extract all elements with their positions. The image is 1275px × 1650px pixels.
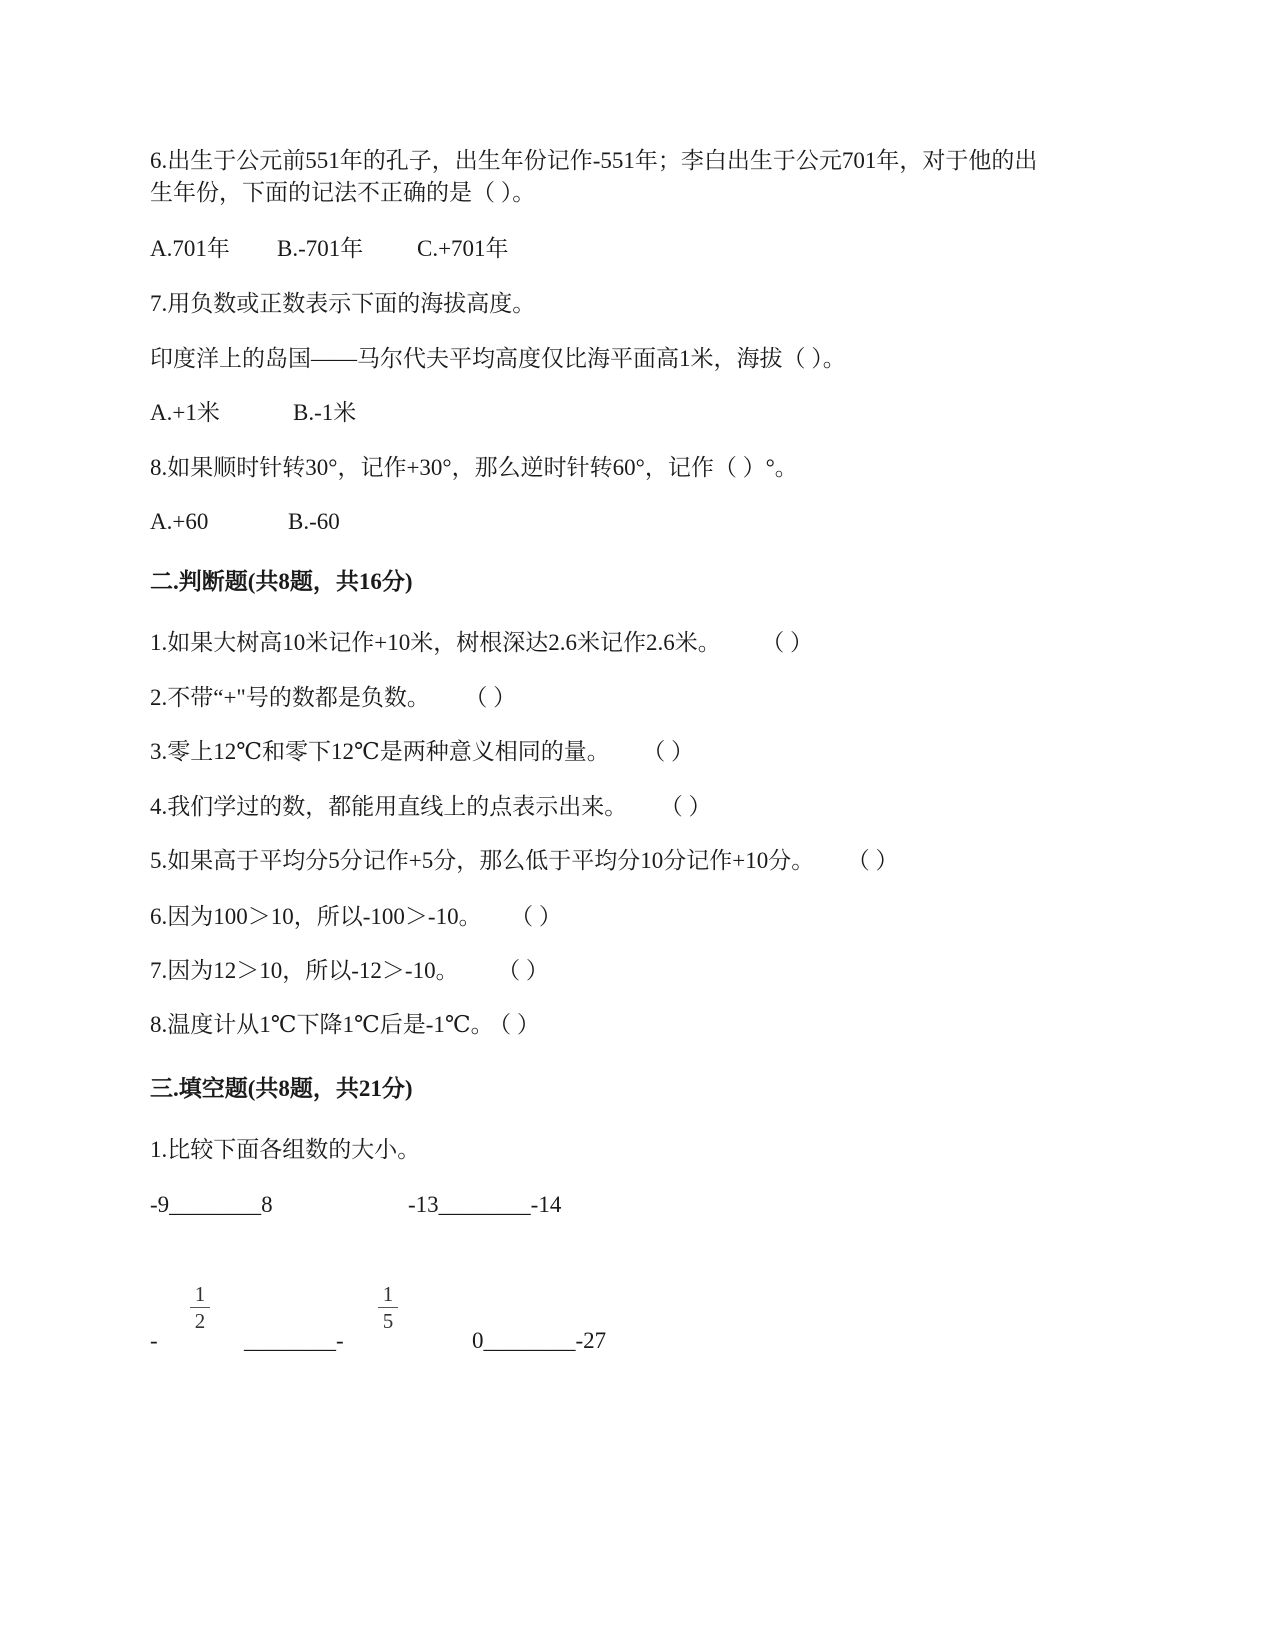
judge-item-text: 5.如果高于平均分5分记作+5分，那么低于平均分10分记作+10分。	[150, 848, 815, 873]
compare-pair-4[interactable]: 0________-27	[472, 1328, 607, 1353]
fraction-denominator: 2	[194, 1309, 206, 1333]
judge-item-2	[150, 683, 516, 713]
judge-item-paren[interactable]: （ ）	[772, 630, 813, 655]
q7-options	[150, 398, 750, 428]
fraction-one-fifth	[378, 1283, 398, 1332]
q7-option-a: A.+1米	[150, 400, 220, 425]
judge-item-text: 8.温度计从1℃下降1℃后是-1℃。	[150, 1012, 494, 1037]
q6-line1: 6.出生于公元前551年的孔子，出生年份记作-551年；李白出生于公元701年，对于他的出	[150, 148, 1038, 173]
judge-item-paren[interactable]: （ ）	[521, 904, 562, 929]
fraction-one-half	[190, 1283, 210, 1332]
judge-item-7	[150, 956, 549, 986]
fill-q1-stem: 1.比较下面各组数的大小。	[150, 1137, 421, 1162]
q8-stem: 8.如果顺时针转30°，记作+30°，那么逆时针转60°，记作（ ）°。	[150, 455, 798, 480]
judge-item-5	[150, 846, 898, 876]
compare-pair-2[interactable]: -13________-14	[408, 1192, 562, 1217]
q8-options	[150, 507, 750, 537]
judge-item-text: 2.不带“+"号的数都是负数。	[150, 685, 430, 710]
q8-option-b: B.-60	[288, 509, 340, 534]
judge-item-paren[interactable]: （ ）	[653, 739, 694, 764]
fraction-bar	[190, 1307, 210, 1308]
judge-item-text: 3.零上12℃和零下12℃是两种意义相同的量。	[150, 739, 610, 764]
minus-sign: -	[150, 1328, 158, 1353]
compare-row-1	[150, 1190, 750, 1220]
judge-item-1	[150, 628, 813, 658]
judge-item-4	[150, 792, 712, 822]
judge-item-6	[150, 902, 562, 932]
judge-item-paren[interactable]: （ ）	[671, 794, 712, 819]
q6-option-b: B.-701年	[277, 236, 364, 261]
q7-stem: 7.用负数或正数表示下面的海拔高度。	[150, 291, 536, 316]
q7-option-b: B.-1米	[293, 400, 357, 425]
q6-option-a: A.701年	[150, 236, 230, 261]
judge-item-text: 1.如果大树高10米记作+10米，树根深达2.6米记作2.6米。	[150, 630, 721, 655]
judge-item-paren[interactable]: （ ）	[475, 685, 517, 710]
q6-options	[150, 234, 750, 264]
judge-item-paren[interactable]: （ ）	[499, 1012, 540, 1037]
section2-heading: 二.判断题(共8题，共16分)	[150, 569, 413, 594]
judge-item-3	[150, 737, 694, 767]
judge-item-paren[interactable]: （ ）	[858, 848, 899, 873]
q6-line2: 生年份，下面的记法不正确的是（ ）。	[150, 180, 536, 205]
compare-pair-1[interactable]: -9________8	[150, 1192, 273, 1217]
judge-item-text: 6.因为100＞10，所以-100＞-10。	[150, 904, 482, 929]
fraction-bar	[378, 1307, 398, 1308]
compare-row-2	[150, 1326, 750, 1356]
judge-item-text: 4.我们学过的数，都能用直线上的点表示出来。	[150, 794, 628, 819]
section3-heading: 三.填空题(共8题，共21分)	[150, 1076, 413, 1101]
judge-item-paren[interactable]: （ ）	[508, 958, 549, 983]
compare-blank-3[interactable]: ________-	[244, 1328, 344, 1353]
fraction-denominator: 5	[382, 1309, 394, 1333]
q6-option-c: C.+701年	[417, 236, 509, 261]
fraction-numerator: 1	[382, 1282, 394, 1306]
judge-item-text: 7.因为12＞10，所以-12＞-10。	[150, 958, 459, 983]
judge-item-8	[150, 1010, 540, 1040]
q8-option-a: A.+60	[150, 509, 209, 534]
q7-line2: 印度洋上的岛国——马尔代夫平均高度仅比海平面高1米，海拔（ ）。	[150, 346, 846, 371]
fraction-numerator: 1	[194, 1282, 206, 1306]
